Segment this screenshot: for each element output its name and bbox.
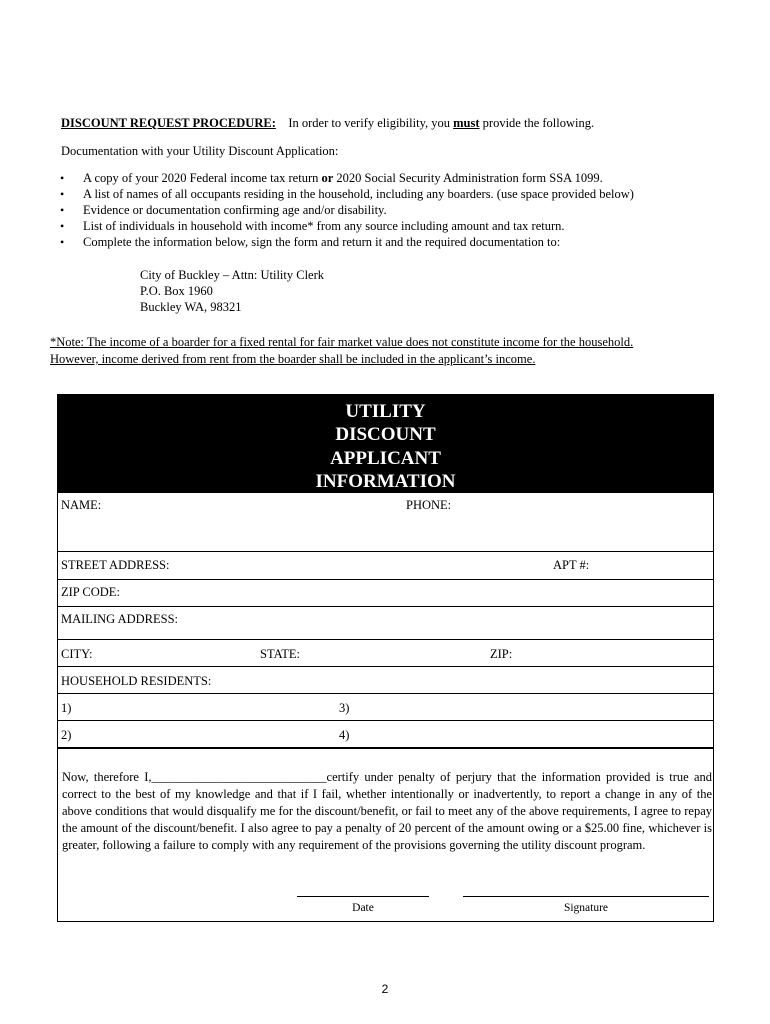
note-line-1: *Note: The income of a boarder for a fixed rental for fair market value does not constitute income for the household. [50, 335, 634, 349]
zip-code-row [57, 580, 714, 607]
resident-row-1 [57, 694, 714, 721]
resident-3-label: 3) [339, 701, 350, 715]
form-header-line-4: INFORMATION [315, 471, 456, 492]
list-item: • Evidence or documentation confirming age and/or disability. [58, 202, 634, 218]
city-row [57, 640, 714, 667]
name-phone-row [57, 493, 714, 552]
certification-text: Now, therefore I,____________________________certify under penalty of perjury that the information provided is true and correct to the best of my knowledge and that if I fail, whether intentionally or inadvertently, to report a change in any of the above conditions that would disqualify me for the discount/benefit, or fail to meet any of the above requirements, I agree to repay the amount of the discount/benefit. I also agree to pay a penalty of 20 percent of the amount owing or a $25.00 fine, whichever is greater, following a failure to comply with any requirement of the provisions governing the utility discount program. [62, 770, 712, 852]
mailing-label: MAILING ADDRESS: [61, 612, 179, 626]
form-header-line-1: UTILITY [345, 401, 426, 422]
zip-code-label: ZIP CODE: [61, 585, 120, 599]
list-item: • Complete the information below, sign the form and return it and the required documentation to: [58, 234, 634, 250]
note-line-2: However, income derived from rent from the boarder shall be included in the applicant’s income. [50, 352, 536, 366]
procedure-intro [61, 115, 594, 131]
resident-2-label: 2) [61, 728, 72, 742]
signature-line[interactable] [463, 896, 709, 897]
form-header [57, 394, 714, 493]
procedure-intro-must: must [453, 116, 480, 130]
list-item: • A list of names of all occupants residing in the household, including any boarders. (use space provided below) [58, 186, 634, 202]
phone-label: PHONE: [406, 498, 452, 512]
form-header-line-3: APPLICANT [330, 448, 441, 469]
address-line-2: P.O. Box 1960 [140, 284, 213, 298]
name-label: NAME: [61, 498, 102, 512]
documentation-label: Documentation with your Utility Discount Application: [61, 144, 339, 158]
list-item: • A copy of your 2020 Federal income tax return or 2020 Social Security Administration form SSA 1099. [58, 170, 634, 186]
requirements-list [58, 170, 634, 250]
resident-4-label: 4) [339, 728, 350, 742]
zip-label: ZIP: [490, 647, 513, 661]
address-line-3: Buckley WA, 98321 [140, 300, 242, 314]
list-item: • List of individuals in household with income* from any source including amount and tax return. [58, 218, 634, 234]
street-label: STREET ADDRESS: [61, 558, 170, 572]
residents-label: HOUSEHOLD RESIDENTS: [61, 674, 212, 688]
procedure-heading: DISCOUNT REQUEST PROCEDURE: [61, 116, 276, 130]
procedure-intro-pre: In order to verify eligibility, you [288, 116, 454, 130]
page-number: 2 [381, 982, 389, 996]
resident-1-label: 1) [61, 701, 72, 715]
date-label: Date [352, 902, 374, 914]
name-blank[interactable]: ____________________________ [151, 770, 327, 784]
signature-label: Signature [563, 902, 609, 914]
address-line-1: City of Buckley – Attn: Utility Clerk [140, 268, 325, 282]
apt-label: APT #: [553, 558, 590, 572]
city-label: CITY: [61, 647, 93, 661]
state-label: STATE: [260, 647, 300, 661]
procedure-intro-post: provide the following. [479, 116, 595, 130]
form-header-line-2: DISCOUNT [335, 424, 436, 445]
resident-row-2 [57, 721, 714, 748]
date-line[interactable] [297, 896, 429, 897]
